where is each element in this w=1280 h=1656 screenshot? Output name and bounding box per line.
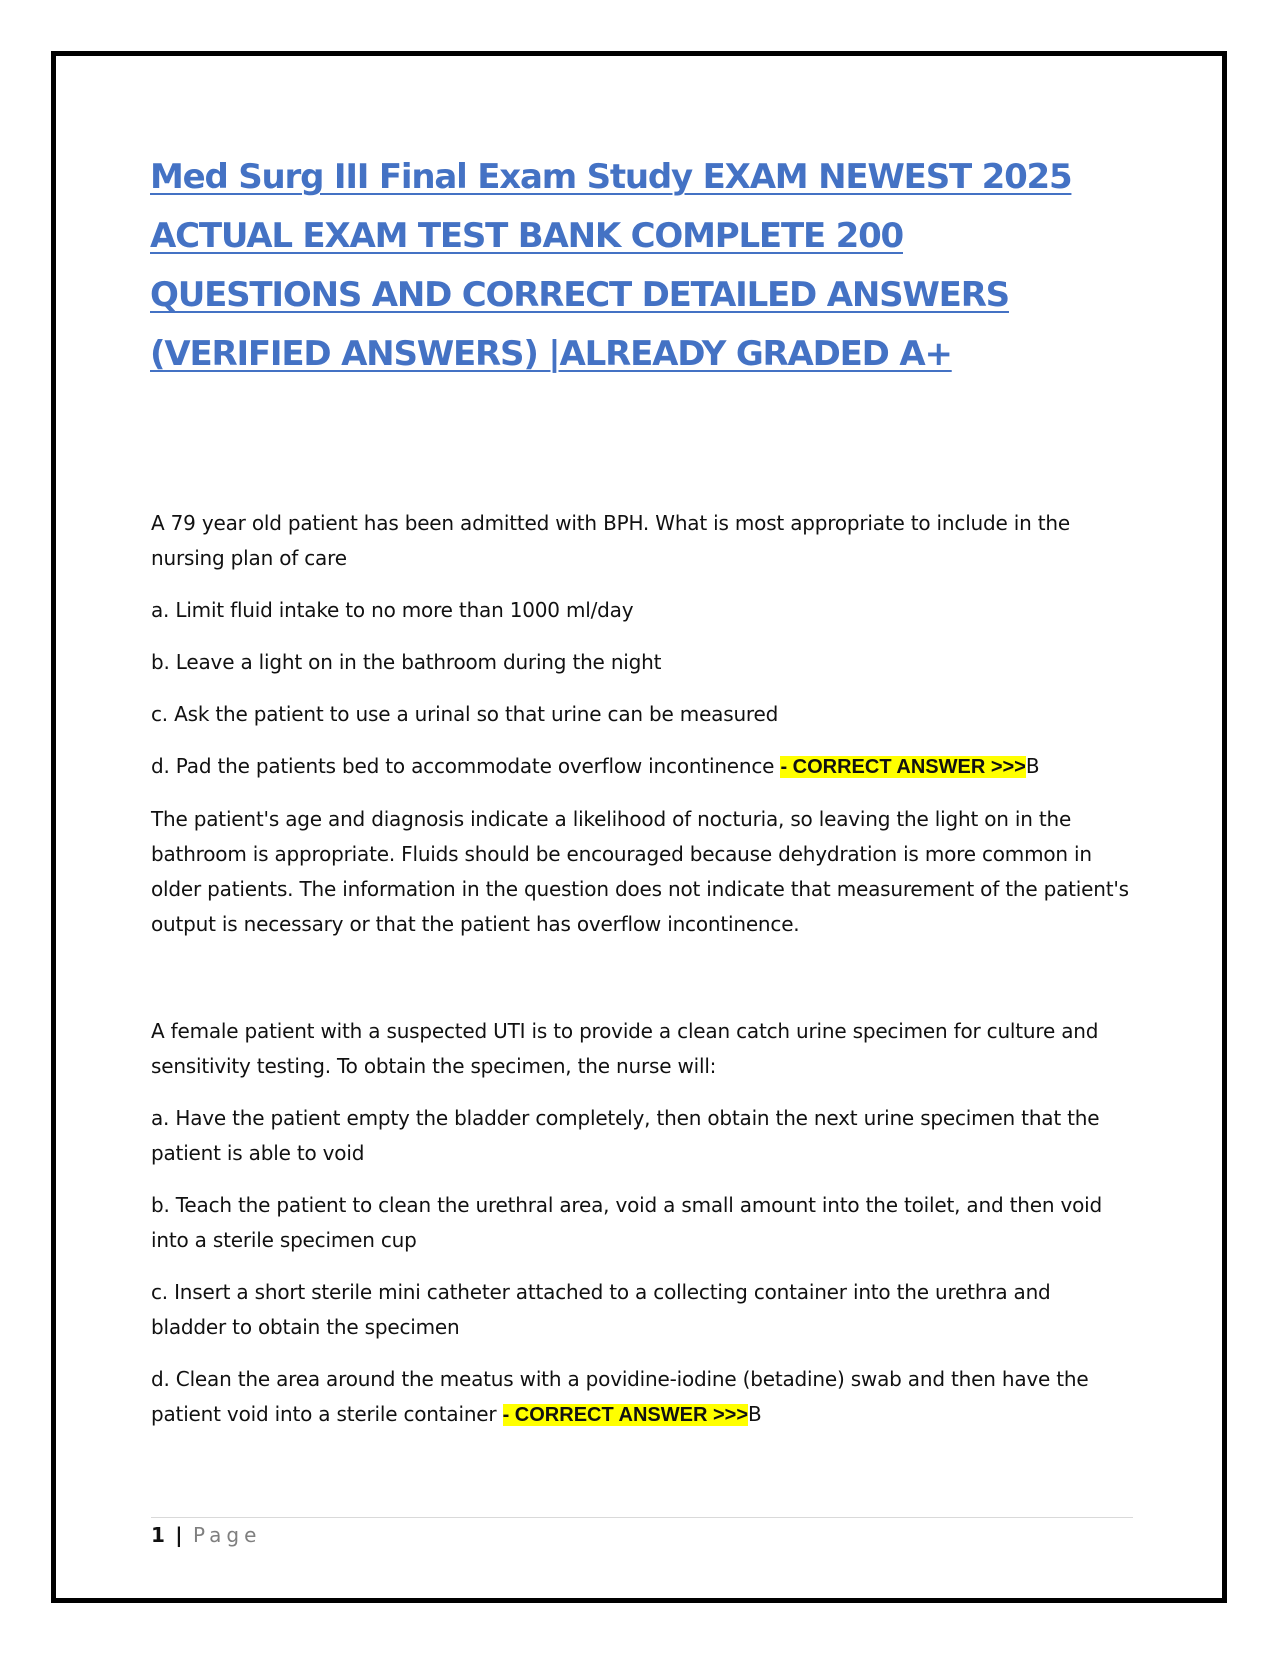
question-stem: A 79 year old patient has been admitted with BPH. What is most appropriate to include in the nursing plan of care bbox=[151, 511, 1070, 570]
footer-divider bbox=[151, 1517, 1133, 1518]
document-title bbox=[150, 148, 1110, 384]
answer-option-d bbox=[151, 1362, 1131, 1433]
question-stem: A female patient with a suspected UTI is to provide a clean catch urine specimen for culture and sensitivity testing. To obtain the specimen, the nurse will: bbox=[151, 1019, 1099, 1078]
question-block-1 bbox=[151, 506, 1131, 959]
answer-option-b: b. Leave a light on in the bathroom during the night bbox=[151, 650, 662, 674]
footer-separator: | bbox=[175, 1523, 183, 1547]
correct-answer-highlight: - CORRECT ANSWER >>> bbox=[502, 1404, 748, 1426]
document-title-text: Med Surg III Final Exam Study EXAM NEWEST 2025 ACTUAL EXAM TEST BANK COMPLETE 200 QUESTIONS AND CORRECT DETAILED ANSWERS (VERIFIED ANSWERS) |ALREADY GRADED A+ bbox=[150, 157, 1072, 374]
page-number: 1 bbox=[151, 1523, 165, 1547]
correct-answer-letter: B bbox=[748, 1402, 762, 1426]
answer-option-a: a. Limit fluid intake to no more than 1000 ml/day bbox=[151, 598, 634, 622]
answer-option-c: c. Insert a short sterile mini catheter attached to a collecting container into the urethra and bladder to obtain the specimen bbox=[151, 1280, 1051, 1339]
answer-option-c: c. Ask the patient to use a urinal so that urine can be measured bbox=[151, 702, 779, 726]
question-block-2 bbox=[151, 1014, 1131, 1450]
correct-answer-highlight: - CORRECT ANSWER >>> bbox=[780, 756, 1026, 778]
answer-option-a: a. Have the patient empty the bladder completely, then obtain the next urine specimen that the patient is able to void bbox=[151, 1106, 1100, 1165]
answer-option-b: b. Teach the patient to clean the urethral area, void a small amount into the toilet, and then void into a sterile specimen cup bbox=[151, 1193, 1102, 1252]
page-label: Page bbox=[192, 1523, 262, 1547]
correct-answer-letter: B bbox=[1025, 754, 1040, 778]
answer-option-d-text: d. Clean the area around the meatus with a povidine-iodine (betadine) swab and then have the patient void into a sterile container bbox=[151, 1367, 1089, 1426]
rationale-text: The patient's age and diagnosis indicate a likelihood of nocturia, so leaving the light on in the bathroom is appropriate. Fluids should be encouraged because dehydration is more common in older patients. The information in the question does not indicate that measurement of the patient's output is necessary or that the patient has overflow incontinence. bbox=[151, 807, 1129, 936]
answer-option-d bbox=[151, 749, 1131, 785]
answer-option-d-text: d. Pad the patients bed to accommodate overflow incontinence bbox=[151, 754, 781, 778]
page-footer bbox=[151, 1520, 261, 1550]
